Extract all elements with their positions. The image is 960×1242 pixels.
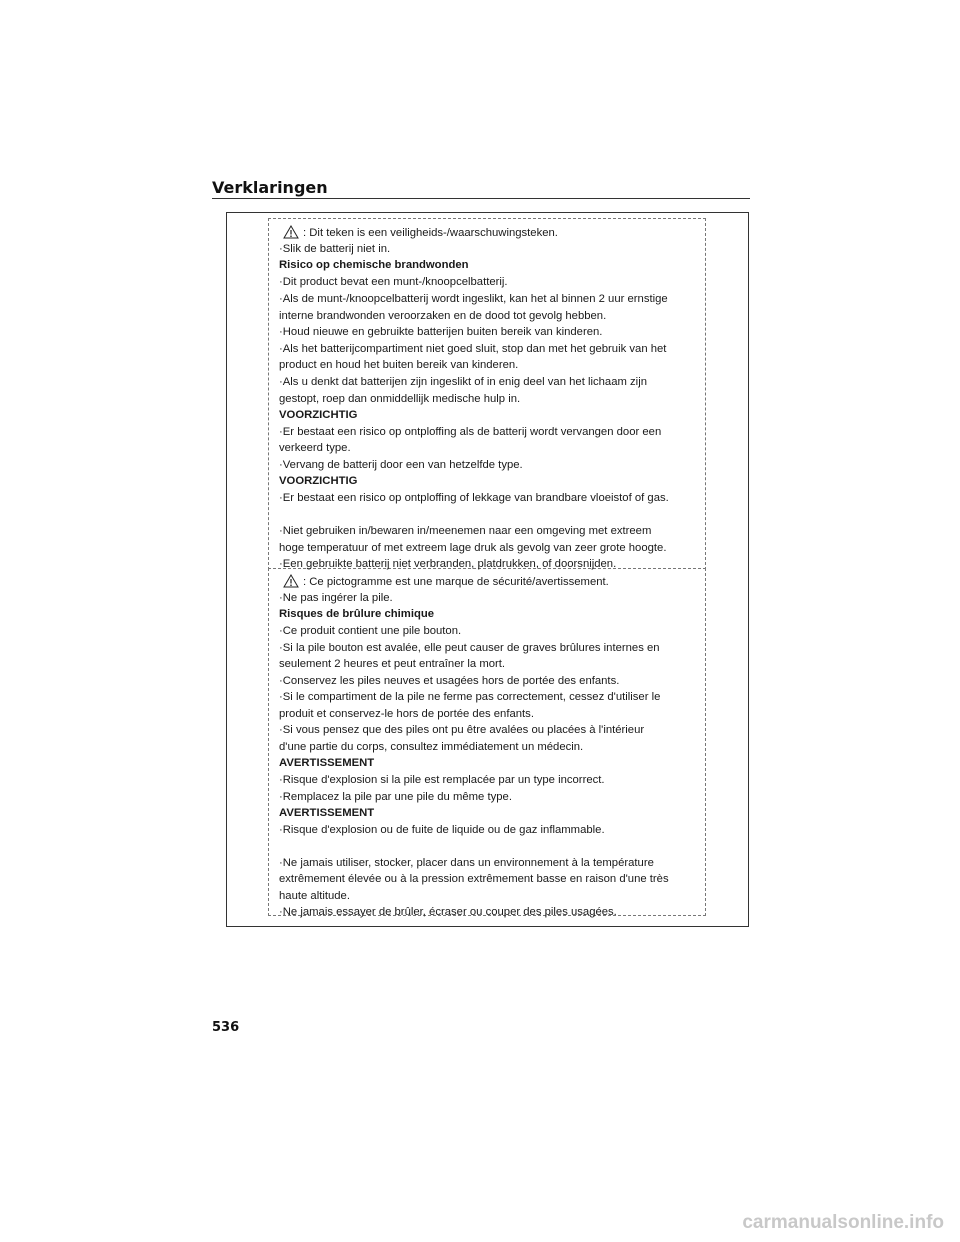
nl-heading: VOORZICHTIG	[279, 475, 358, 487]
title-divider	[212, 198, 750, 199]
nl-line: ·Dit product bevat een munt-/knoopcelbatterij.	[279, 276, 508, 288]
fr-line: seulement 2 heures et peut entraîner la mort.	[279, 658, 506, 670]
nl-line: gestopt, roep dan onmiddellijk medische hulp in.	[279, 393, 521, 405]
nl-line: ·Er bestaat een risico op ontploffing als de batterij wordt vervangen door een	[279, 426, 662, 438]
fr-heading: AVERTISSEMENT	[279, 757, 375, 769]
nl-line: ·Als u denkt dat batterijen zijn ingeslikt of in enig deel van het lichaam zijn	[279, 376, 647, 388]
page-title: Verklaringen	[212, 178, 328, 197]
fr-line: ·Risque d'explosion si la pile est remplacée par un type incorrect.	[279, 774, 605, 786]
nl-line: ·Vervang de batterij door een van hetzelfde type.	[279, 459, 523, 471]
fr-line: d'une partie du corps, consultez immédiatement un médecin.	[279, 741, 584, 753]
fr-line: ·Si vous pensez que des piles ont pu être avalées ou placées à l'intérieur	[279, 724, 645, 736]
fr-line: haute altitude.	[279, 890, 350, 902]
fr-line: ·Ne pas ingérer la pile.	[279, 592, 393, 604]
nl-line: ·Een gebruikte batterij niet verbranden, platdrukken, of doorsnijden.	[279, 558, 617, 570]
fr-line: ·Ne jamais utiliser, stocker, placer dans un environnement à la température	[279, 857, 654, 869]
nl-warning-text: : Dit teken is een veiligheids-/waarschuwingsteken.	[303, 227, 558, 239]
fr-warning-line	[283, 574, 609, 589]
fr-heading: Risques de brûlure chimique	[279, 608, 435, 620]
fr-line: ·Ne jamais essayer de brûler, écraser ou couper des piles usagées.	[279, 906, 617, 918]
fr-line: ·Conservez les piles neuves et usagées hors de portée des enfants.	[279, 675, 620, 687]
nl-heading: VOORZICHTIG	[279, 409, 358, 421]
watermark: carmanualsonline.info	[742, 1212, 944, 1233]
fr-line: ·Si le compartiment de la pile ne ferme pas correctement, cessez d'utiliser le	[279, 691, 661, 703]
nl-line: ·Als de munt-/knoopcelbatterij wordt ingeslikt, kan het al binnen 2 uur ernstige	[279, 293, 668, 305]
nl-line: product en houd het buiten bereik van kinderen.	[279, 359, 519, 371]
fr-line: ·Si la pile bouton est avalée, elle peut causer de graves brûlures internes en	[279, 642, 660, 654]
fr-line: ·Remplacez la pile par une pile du même type.	[279, 791, 512, 803]
fr-line: produit et conservez-le hors de portée des enfants.	[279, 708, 534, 720]
nl-line: interne brandwonden veroorzaken en de dood tot gevolg hebben.	[279, 310, 607, 322]
nl-line: ·Als het batterijcompartiment niet goed sluit, stop dan met het gebruik van het	[279, 343, 667, 355]
fr-heading: AVERTISSEMENT	[279, 807, 375, 819]
warning-triangle-icon	[283, 574, 299, 588]
warning-triangle-icon	[283, 225, 299, 239]
fr-line: ·Ce produit contient une pile bouton.	[279, 625, 462, 637]
nl-line: hoge temperatuur of met extreem lage druk als gevolg van zeer grote hoogte.	[279, 542, 667, 554]
nl-warning-line	[283, 225, 558, 240]
nl-line: ·Slik de batterij niet in.	[279, 243, 391, 255]
fr-line: ·Risque d'explosion ou de fuite de liquide ou de gaz inflammable.	[279, 824, 605, 836]
nl-line: ·Niet gebruiken in/bewaren in/meenemen naar een omgeving met extreem	[279, 525, 652, 537]
nl-line: ·Houd nieuwe en gebruikte batterijen buiten bereik van kinderen.	[279, 326, 603, 338]
page-number: 536	[212, 1020, 240, 1035]
nl-line: verkeerd type.	[279, 442, 351, 454]
nl-heading: Risico op chemische brandwonden	[279, 259, 469, 271]
nl-line: ·Er bestaat een risico op ontploffing of lekkage van brandbare vloeistof of gas.	[279, 492, 669, 504]
fr-warning-text: : Ce pictogramme est une marque de sécurité/avertissement.	[303, 576, 609, 588]
fr-line: extrêmement élevée ou à la pression extrêmement basse en raison d'une très	[279, 873, 669, 885]
